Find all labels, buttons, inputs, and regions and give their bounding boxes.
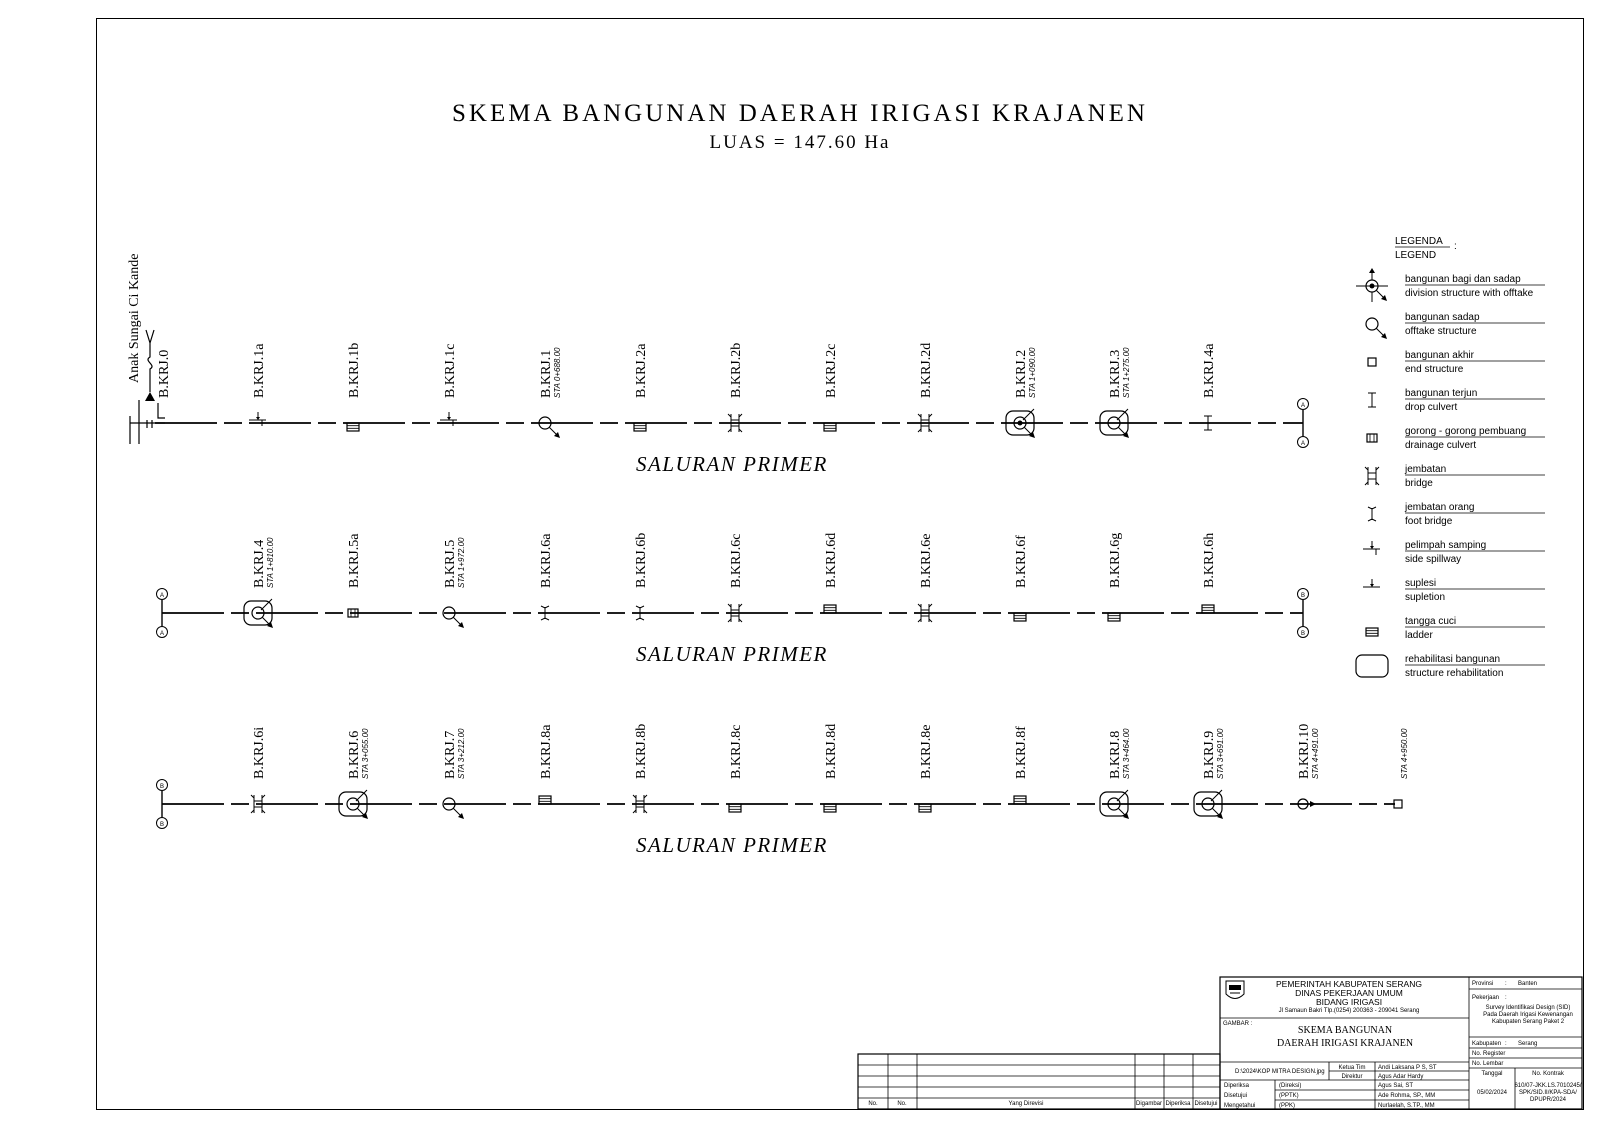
legend bbox=[1356, 236, 1545, 679]
legend-item-offtake bbox=[1366, 312, 1545, 339]
connector-start-top bbox=[157, 780, 168, 791]
legend-label-en: side spillway bbox=[1405, 554, 1462, 565]
structure-label: B.KRJ.2b bbox=[729, 342, 744, 398]
structure-b-krj-8d bbox=[824, 724, 839, 812]
team-role-1: Ketua Tim bbox=[1338, 1065, 1366, 1071]
structure-label: B.KRJ.6i bbox=[252, 726, 267, 779]
revision-header-5: Diperiksa bbox=[1165, 1101, 1191, 1107]
structure-b-krj-8c bbox=[729, 725, 744, 812]
structure-label: B.KRJ.6c bbox=[729, 533, 744, 588]
connector-start-bottom-letter: A bbox=[159, 631, 165, 637]
legend-label-en: drop culvert bbox=[1405, 402, 1458, 413]
structure-label: B.KRJ.8b bbox=[634, 723, 649, 779]
title-block bbox=[858, 977, 1582, 1109]
no-lembar-label: No. Lembar bbox=[1472, 1061, 1504, 1067]
structure-b-krj-2 bbox=[1006, 347, 1037, 438]
team-role-2: Direktur bbox=[1341, 1074, 1363, 1080]
structure-station: STA 1+275.00 bbox=[1122, 347, 1131, 398]
structure-b-krj-6c bbox=[728, 534, 744, 622]
structure-label: B.KRJ.8d bbox=[824, 723, 839, 779]
legend-label-en: bridge bbox=[1405, 478, 1433, 489]
gambar-label: GAMBAR : bbox=[1223, 1021, 1253, 1027]
revision-header-1: No. bbox=[868, 1101, 878, 1107]
connector-end-bottom bbox=[1298, 627, 1309, 638]
structure-b-krj-6b bbox=[634, 533, 649, 620]
legend-header-en: LEGEND bbox=[1395, 250, 1437, 261]
file-path: D:\2024\KOP MITRA DESIGN.jpg bbox=[1235, 1069, 1325, 1075]
legend-item-drop-culvert bbox=[1368, 388, 1545, 413]
connector-end-top-letter: B bbox=[1300, 593, 1306, 599]
kabupaten-label: Kabupaten bbox=[1472, 1041, 1502, 1047]
structure-station: STA 1+972.00 bbox=[457, 537, 466, 588]
agency-name: PEMERINTAH KABUPATEN SERANG bbox=[1276, 979, 1422, 989]
legend-label-en: ladder bbox=[1405, 630, 1433, 641]
legend-label-id: suplesi bbox=[1405, 578, 1437, 589]
structure-b-krj-2a bbox=[634, 343, 649, 431]
legend-colon: : bbox=[1454, 241, 1457, 252]
connector-start-bottom bbox=[157, 818, 168, 829]
connector-start-top-letter: B bbox=[159, 784, 165, 790]
structure-label: B.KRJ.6g bbox=[1108, 532, 1123, 588]
structure-b-krj-6h bbox=[1202, 533, 1217, 613]
structure-label: B.KRJ.0 bbox=[157, 349, 172, 398]
structure-b-krj-6e bbox=[918, 534, 934, 622]
connector-end-top-letter: A bbox=[1300, 403, 1306, 409]
legend-label-en: division structure with offtake bbox=[1405, 288, 1534, 299]
agency-logo bbox=[1226, 981, 1244, 999]
structure-b-krj-5a bbox=[347, 533, 362, 617]
connector-start-bottom-letter: B bbox=[159, 822, 165, 828]
approval-name-1: Agus Sai, ST bbox=[1378, 1083, 1414, 1089]
legend-item-rehab bbox=[1356, 654, 1545, 679]
channel-row-2 bbox=[157, 533, 1309, 666]
structure-label: B.KRJ.6e bbox=[919, 533, 934, 588]
legend-label-id: pelimpah samping bbox=[1405, 540, 1487, 551]
structure-b-krj-1c bbox=[440, 344, 458, 426]
structure-b-krj-5 bbox=[443, 537, 466, 628]
structure-label: B.KRJ.6h bbox=[1202, 532, 1217, 588]
legend-label-en: foot bridge bbox=[1405, 516, 1453, 527]
structure-label: B.KRJ.2 bbox=[1014, 349, 1029, 398]
structure-station: STA 1+090.00 bbox=[1028, 347, 1037, 398]
structure-b-krj-4a bbox=[1202, 343, 1217, 430]
approval-name-2: Ade Rohma, SP., MM bbox=[1378, 1093, 1436, 1099]
colon: : bbox=[1505, 1041, 1507, 1047]
approval-name-3: Nurlaelah, S.TP., MM bbox=[1378, 1103, 1435, 1109]
channel-label: SALURAN PRIMER bbox=[636, 642, 828, 666]
structure-label: B.KRJ.4a bbox=[1202, 343, 1217, 398]
structure-b-krj-8a bbox=[539, 724, 554, 804]
legend-label-id: jembatan orang bbox=[1405, 502, 1475, 513]
block-drawing-title-2: DAERAH IRIGASI KRAJANEN bbox=[1276, 1038, 1414, 1049]
structure-end bbox=[1394, 728, 1409, 808]
structure-label: B.KRJ.5 bbox=[443, 539, 458, 588]
structure-station: STA 3+464.00 bbox=[1122, 728, 1131, 779]
structure-b-krj-6g bbox=[1108, 533, 1123, 621]
structure-label: B.KRJ.1c bbox=[443, 343, 458, 398]
agency-address: Jl Samaun Bakri Tlp.(0254) 200363 - 209041 Serang bbox=[1278, 1008, 1420, 1014]
structure-label: B.KRJ.8e bbox=[919, 724, 934, 779]
structure-label: B.KRJ.6a bbox=[539, 533, 554, 588]
colon: : bbox=[1505, 995, 1507, 1001]
structure-label: B.KRJ.6 bbox=[347, 730, 362, 779]
structure-b-krj-6i bbox=[251, 727, 267, 813]
legend-item-side-spillway bbox=[1363, 540, 1545, 565]
no-kontrak-value-3: DPUPR/2024 bbox=[1529, 1097, 1567, 1103]
provinsi-label: Provinsi bbox=[1472, 981, 1494, 987]
connector-end-bottom bbox=[1298, 437, 1309, 448]
structure-label: B.KRJ.2a bbox=[634, 343, 649, 398]
structure-station: STA 3+055.00 bbox=[361, 728, 370, 779]
legend-item-ladder bbox=[1366, 616, 1545, 641]
structure-b-krj-1 bbox=[539, 347, 562, 438]
structure-label: B.KRJ.5a bbox=[347, 533, 362, 588]
structure-b-krj-4 bbox=[244, 537, 275, 628]
revision-header-2: No. bbox=[897, 1101, 907, 1107]
structure-label: B.KRJ.4 bbox=[252, 539, 267, 588]
structure-label: B.KRJ.10 bbox=[1297, 723, 1312, 779]
connector-start-top bbox=[157, 589, 168, 600]
tanggal-label: Tanggal bbox=[1481, 1071, 1503, 1077]
no-kontrak-label: No. Kontrak bbox=[1532, 1071, 1564, 1077]
river-source bbox=[127, 254, 165, 444]
structure-b-krj-8b bbox=[633, 724, 649, 813]
structure-b-krj-2b bbox=[728, 343, 744, 432]
legend-label-en: supletion bbox=[1405, 592, 1446, 603]
structure-b-krj-6 bbox=[339, 728, 370, 819]
connector-end-top bbox=[1298, 399, 1309, 410]
structure-b-krj-6f bbox=[1014, 535, 1029, 621]
structure-b-krj-9 bbox=[1194, 728, 1225, 819]
channel-label: SALURAN PRIMER bbox=[636, 452, 828, 476]
agency-division: BIDANG IRIGASI bbox=[1315, 997, 1383, 1007]
legend-label-id: gorong - gorong pembuang bbox=[1405, 426, 1527, 437]
legend-label-id: bangunan bagi dan sadap bbox=[1405, 274, 1521, 285]
block-drawing-title-1: SKEMA BANGUNAN bbox=[1297, 1025, 1393, 1036]
structure-station: STA 4+950.00 bbox=[1400, 728, 1409, 779]
no-kontrak-value-1: 610/07-JKK.LS.7010245/ bbox=[1514, 1083, 1582, 1089]
legend-item-bridge bbox=[1365, 464, 1545, 489]
legend-item-division bbox=[1356, 268, 1545, 302]
approval-action-1: Diperiksa bbox=[1224, 1083, 1250, 1089]
approval-action-3: Mengetahui bbox=[1224, 1103, 1256, 1109]
structure-b-krj-10 bbox=[1297, 724, 1320, 809]
team-name-1: Andi Laksana P S, ST bbox=[1378, 1065, 1437, 1071]
structure-label: B.KRJ.2c bbox=[824, 343, 839, 398]
legend-header-id: LEGENDA bbox=[1395, 236, 1443, 247]
revision-header-3: Yang Direvisi bbox=[1008, 1101, 1044, 1107]
approval-role-3: (PPK) bbox=[1279, 1103, 1296, 1109]
no-register-label: No. Register bbox=[1472, 1051, 1506, 1057]
legend-label-en: offtake structure bbox=[1405, 326, 1477, 337]
structure-label: B.KRJ.1b bbox=[347, 342, 362, 398]
pekerjaan-value-1: Survey Identifikasi Design (SID) bbox=[1485, 1005, 1571, 1011]
drawing-title: SKEMA BANGUNAN DAERAH IRIGASI KRAJANEN bbox=[452, 100, 1148, 127]
structure-station: STA 4+491.00 bbox=[1311, 728, 1320, 779]
structure-label: B.KRJ.7 bbox=[443, 730, 458, 779]
legend-item-end-structure bbox=[1368, 350, 1545, 375]
connector-end-bottom-letter: B bbox=[1300, 631, 1306, 637]
structure-b-krj-2c bbox=[824, 344, 839, 431]
structure-label: B.KRJ.6b bbox=[634, 532, 649, 588]
legend-label-en: drainage culvert bbox=[1405, 440, 1477, 451]
revision-header-4: Digambar bbox=[1135, 1101, 1163, 1107]
connector-end-top bbox=[1298, 589, 1309, 600]
structure-b-krj-8e bbox=[919, 725, 934, 812]
structure-b-krj-2d bbox=[918, 343, 934, 432]
structure-label: B.KRJ.8 bbox=[1108, 730, 1123, 779]
agency-department: DINAS PEKERJAAN UMUM bbox=[1295, 988, 1403, 998]
kabupaten-value: Serang bbox=[1518, 1041, 1538, 1047]
legend-label-en: end structure bbox=[1405, 364, 1464, 375]
channel-label: SALURAN PRIMER bbox=[636, 833, 828, 857]
structure-station: STA 0+688.00 bbox=[553, 347, 562, 398]
drawing-subtitle: LUAS = 147.60 Ha bbox=[709, 132, 891, 153]
revision-header-6: Disetujui bbox=[1194, 1101, 1218, 1107]
connector-end-bottom-letter: A bbox=[1300, 441, 1306, 447]
legend-label-en: structure rehabilitation bbox=[1405, 668, 1504, 679]
structure-label: B.KRJ.9 bbox=[1202, 730, 1217, 779]
structure-station: STA 1+810.00 bbox=[266, 537, 275, 588]
no-kontrak-value-2: SPK/SID.II/KPA-SDA/ bbox=[1519, 1090, 1577, 1096]
structure-label: B.KRJ.6d bbox=[824, 532, 839, 588]
structure-station: STA 3+212.00 bbox=[457, 728, 466, 779]
legend-label-id: bangunan akhir bbox=[1405, 350, 1474, 361]
legend-item-supletion bbox=[1363, 578, 1545, 603]
team-name-2: Agus Adar Hardy bbox=[1378, 1074, 1424, 1080]
structure-label: B.KRJ.8f bbox=[1014, 726, 1029, 779]
legend-item-drainage-culvert bbox=[1367, 426, 1545, 451]
legend-label-id: bangunan terjun bbox=[1405, 388, 1478, 399]
structure-b-krj-8 bbox=[1100, 728, 1131, 819]
structure-b-krj-1a bbox=[249, 343, 267, 426]
approval-role-2: (PPTK) bbox=[1279, 1093, 1299, 1099]
structure-b-krj-0 bbox=[157, 350, 172, 398]
structure-label: B.KRJ.1a bbox=[252, 343, 267, 398]
colon: : bbox=[1505, 981, 1507, 987]
legend-label-id: rehabilitasi bangunan bbox=[1405, 654, 1501, 665]
channel-row-3 bbox=[157, 724, 1410, 857]
structure-b-krj-6a bbox=[539, 533, 554, 620]
structure-station: STA 3+691.00 bbox=[1216, 728, 1225, 779]
structure-b-krj-6d bbox=[824, 533, 839, 613]
pekerjaan-label: Pekerjaan bbox=[1472, 995, 1500, 1001]
structure-b-krj-8f bbox=[1014, 726, 1029, 804]
structure-label: B.KRJ.3 bbox=[1108, 349, 1123, 398]
provinsi-value: Banten bbox=[1518, 981, 1538, 987]
legend-label-id: tangga cuci bbox=[1405, 616, 1457, 627]
tanggal-value: 05/02/2024 bbox=[1476, 1090, 1508, 1096]
structure-label: B.KRJ.1 bbox=[539, 349, 554, 398]
structure-b-krj-3 bbox=[1100, 347, 1131, 438]
pekerjaan-value-2: Pada Daerah Irigasi Kewenangan bbox=[1483, 1012, 1573, 1018]
connector-start-bottom bbox=[157, 627, 168, 638]
channel-row-1 bbox=[155, 343, 1309, 476]
structure-b-krj-1b bbox=[347, 343, 362, 431]
legend-item-foot-bridge bbox=[1368, 502, 1545, 527]
structure-label: B.KRJ.8a bbox=[539, 724, 554, 779]
approval-action-2: Disetujui bbox=[1224, 1093, 1248, 1099]
source-label: Anak Sungai Ci Kande bbox=[127, 253, 142, 383]
approval-role-1: (Direksi) bbox=[1279, 1083, 1302, 1089]
pekerjaan-value-3: Kabupaten Serang Paket 2 bbox=[1491, 1019, 1565, 1025]
structure-b-krj-7 bbox=[443, 728, 466, 819]
structure-label: B.KRJ.6f bbox=[1014, 535, 1029, 588]
legend-label-id: bangunan sadap bbox=[1405, 312, 1480, 323]
legend-label-id: jembatan bbox=[1405, 464, 1447, 475]
structure-label: B.KRJ.2d bbox=[919, 342, 934, 398]
connector-start-top-letter: A bbox=[159, 593, 165, 599]
structure-label: B.KRJ.8c bbox=[729, 724, 744, 779]
